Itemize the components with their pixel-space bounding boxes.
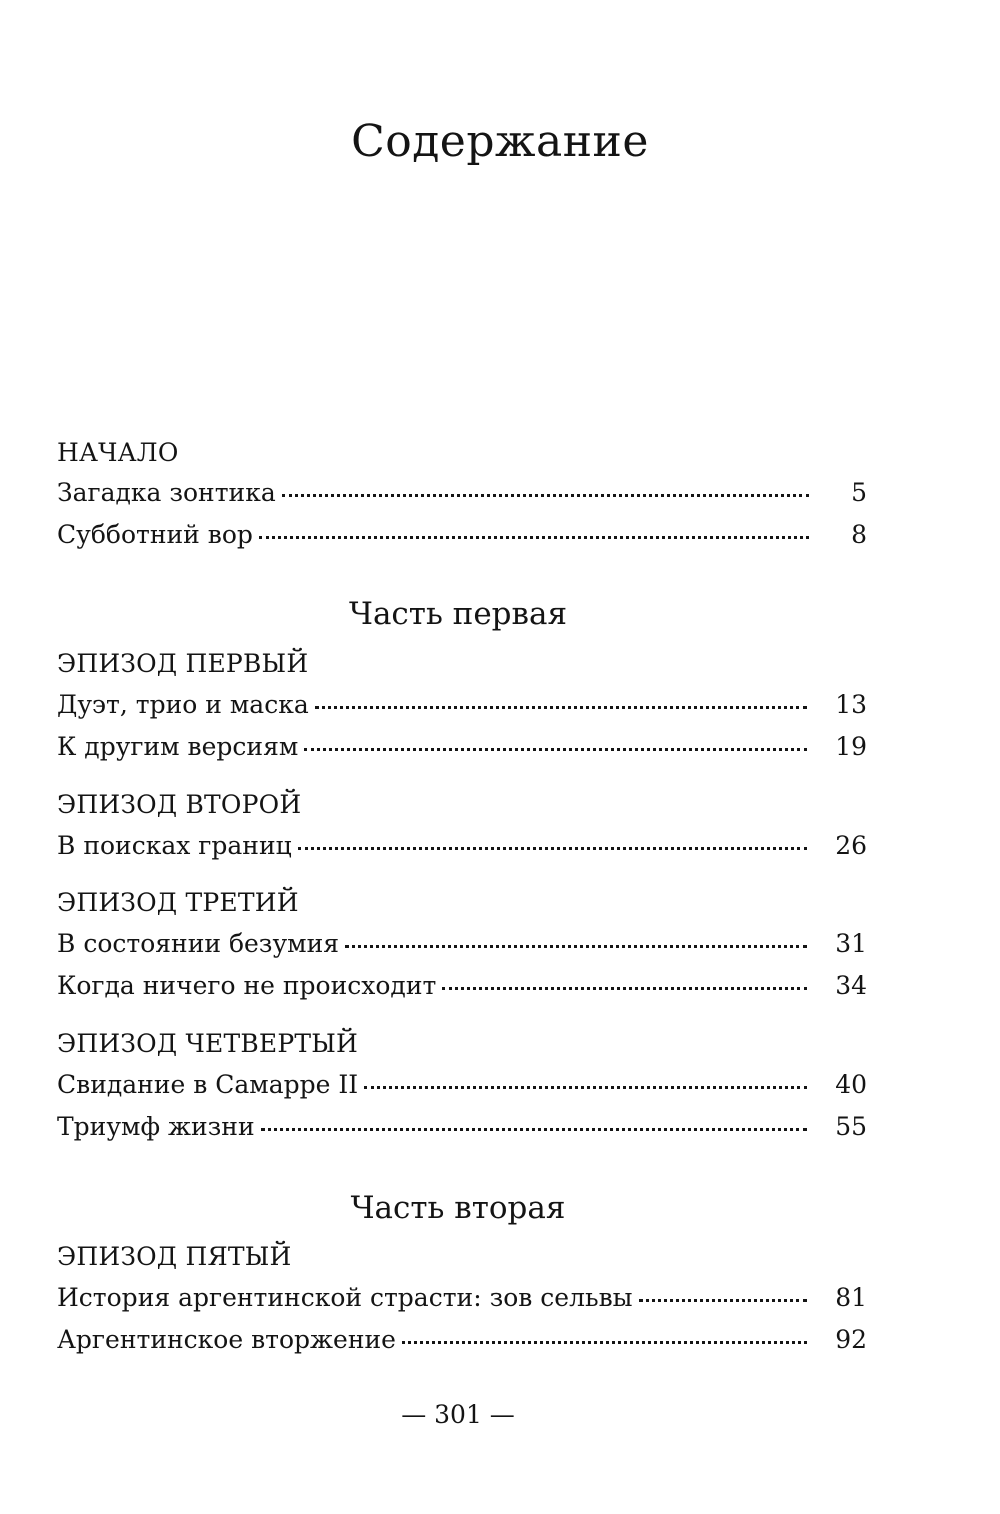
dot-leader xyxy=(315,706,807,709)
toc-entry-title: Свидание в Самарре II xyxy=(57,1070,359,1099)
part-title-2: Часть вторая xyxy=(350,1190,566,1226)
toc-entry[interactable] xyxy=(57,1280,867,1316)
page-number: — 301 — xyxy=(401,1400,515,1429)
toc-entry-page: 31 xyxy=(835,929,867,958)
section-label-episode-4: ЭПИЗОД ЧЕТВЕРТЫЙ xyxy=(57,1029,359,1058)
section-label-episode-1: ЭПИЗОД ПЕРВЫЙ xyxy=(57,649,309,678)
toc-entry[interactable] xyxy=(57,475,867,511)
toc-entry-page: 81 xyxy=(835,1283,867,1312)
toc-entry[interactable] xyxy=(57,687,867,723)
toc-entry[interactable] xyxy=(57,968,867,1004)
toc-entry-title: История аргентинской страсти: зов сельвы xyxy=(57,1283,633,1312)
toc-entry-page: 55 xyxy=(835,1112,867,1141)
toc-entry[interactable] xyxy=(57,1067,867,1103)
toc-entry-page: 26 xyxy=(835,831,867,860)
toc-entry[interactable] xyxy=(57,729,867,765)
toc-entry[interactable] xyxy=(57,517,867,553)
dot-leader xyxy=(282,494,809,497)
section-label-episode-3: ЭПИЗОД ТРЕТИЙ xyxy=(57,888,299,917)
toc-entry-title: Дуэт, трио и маска xyxy=(57,690,309,719)
dot-leader xyxy=(304,748,807,751)
dot-leader xyxy=(639,1299,808,1302)
toc-entry-title: Когда ничего не происходит xyxy=(57,971,437,1000)
toc-entry-page: 13 xyxy=(835,690,867,719)
dot-leader xyxy=(259,536,809,539)
toc-entry-page: 19 xyxy=(835,732,867,761)
toc-entry[interactable] xyxy=(57,1322,867,1358)
section-label-intro: НАЧАЛО xyxy=(57,438,179,467)
section-label-episode-5: ЭПИЗОД ПЯТЫЙ xyxy=(57,1242,292,1271)
toc-entry-page: 8 xyxy=(851,520,867,549)
dot-leader xyxy=(442,987,807,990)
toc-entry-page: 5 xyxy=(851,478,867,507)
toc-entry-title: Аргентинское вторжение xyxy=(57,1325,396,1354)
toc-entry[interactable] xyxy=(57,1109,867,1145)
toc-entry-title: В поисках границ xyxy=(57,831,292,860)
dot-leader xyxy=(261,1128,808,1131)
toc-entry-title: К другим версиям xyxy=(57,732,299,761)
toc-entry-page: 92 xyxy=(835,1325,867,1354)
toc-entry-title: В состоянии безумия xyxy=(57,929,340,958)
dot-leader xyxy=(298,847,808,850)
dot-leader xyxy=(364,1086,807,1089)
section-label-episode-2: ЭПИЗОД ВТОРОЙ xyxy=(57,790,302,819)
toc-entry-page: 40 xyxy=(835,1070,867,1099)
toc-entry-title: Загадка зонтика xyxy=(57,478,276,507)
dot-leader xyxy=(402,1341,807,1344)
part-title-1: Часть первая xyxy=(348,596,568,632)
toc-entry-page: 34 xyxy=(835,971,867,1000)
dot-leader xyxy=(345,945,807,948)
toc-entry[interactable] xyxy=(57,828,867,864)
toc-entry-title: Триумф жизни xyxy=(57,1112,255,1141)
page-title: Содержание xyxy=(351,116,649,167)
toc-entry[interactable] xyxy=(57,926,867,962)
toc-entry-title: Субботний вор xyxy=(57,520,253,549)
